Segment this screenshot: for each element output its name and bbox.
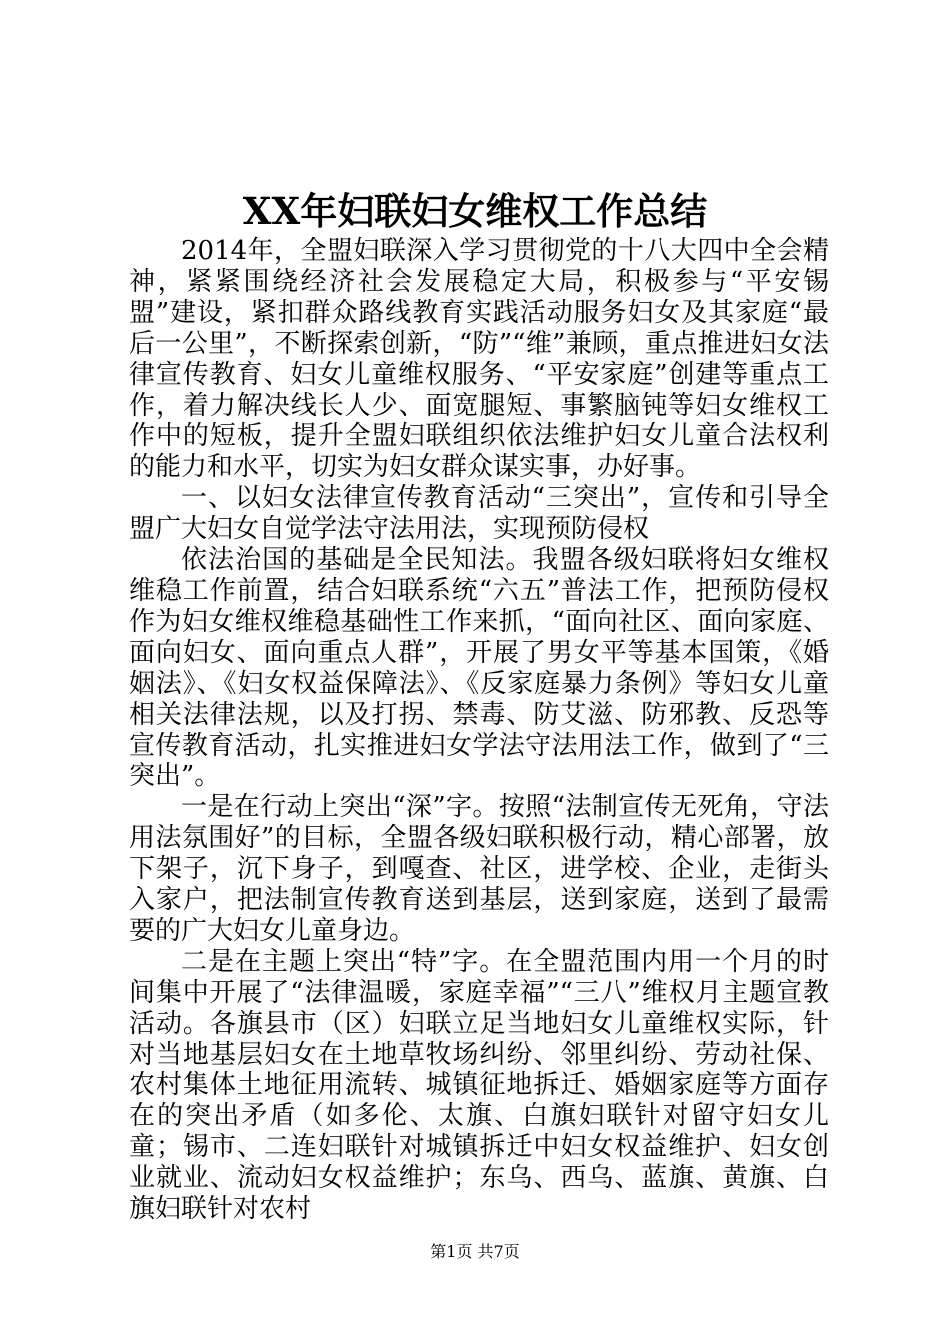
paragraph-intro: 2014年，全盟妇联深入学习贯彻党的十八大四中全会精神，紧紧围绕经济社会发展稳定大局，积极参与“平安锡盟”建设，紧扣群众路线教育实践活动服务妇女及其家庭“最后一公里”，不断探索创新，“防”“维”兼顾，重点推进妇女法律宣传教育、妇女儿童维权服务、“平安家庭”创建等重点工作，着力解决线长人少、面宽腿短、事繁脑钝等妇女维权工作中的短板，提升全盟妇联组织依法维护妇女儿童合法权利的能力和水平，切实为妇女群众谋实事，办好事。: [129, 236, 829, 483]
paragraph-rule-of-law: 依法治国的基础是全民知法。我盟各级妇联将妇女维权维稳工作前置，结合妇联系统“六五”普法工作，把预防侵权作为妇女维权维稳基础性工作来抓，“面向社区、面向家庭、面向妇女、面向重点人群”，开展了男女平等基本国策，《婚姻法》、《妇女权益保障法》、《反家庭暴力条例》等妇女儿童相关法律法规，以及打拐、禁毒、防艾滋、防邪教、反恐等宣传教育活动，扎实推进妇女学法守法用法工作，做到了“三突出”。: [129, 545, 829, 792]
paragraph-point-two: 二是在主题上突出“特”字。在全盟范围内用一个月的时间集中开展了“法律温暖，家庭幸福”“三八”维权月主题宣教活动。各旗县市（区）妇联立足当地妇女儿童维权实际，针对当地基层妇女在土地草牧场纠纷、邻里纠纷、劳动社保、农村集体土地征用流转、城镇征地拆迁、婚姻家庭等方面存在的突出矛盾（如多伦、太旗、白旗妇联针对留守妇女儿童；锡市、二连妇联针对城镇拆迁中妇女权益维护、妇女创业就业、流动妇女权益维护；东乌、西乌、蓝旗、黄旗、白旗妇联针对农村: [129, 946, 829, 1225]
paragraph-section-heading: 一、以妇女法律宣传教育活动“三突出”，宣传和引导全盟广大妇女自觉学法守法用法，实现预防侵权: [129, 483, 829, 545]
document-body: [129, 236, 829, 1225]
page-footer: 第1页 共7页: [430, 1242, 520, 1261]
document-title: XX年妇联妇女维权工作总结: [242, 189, 708, 233]
paragraph-point-one: 一是在行动上突出“深”字。按照“法制宣传无死角，守法用法氛围好”的目标，全盟各级妇联积极行动，精心部署，放下架子，沉下身子，到嘎查、社区，进学校、企业，走街头入家户，把法制宣传教育送到基层，送到家庭，送到了最需要的广大妇女儿童身边。: [129, 792, 829, 946]
